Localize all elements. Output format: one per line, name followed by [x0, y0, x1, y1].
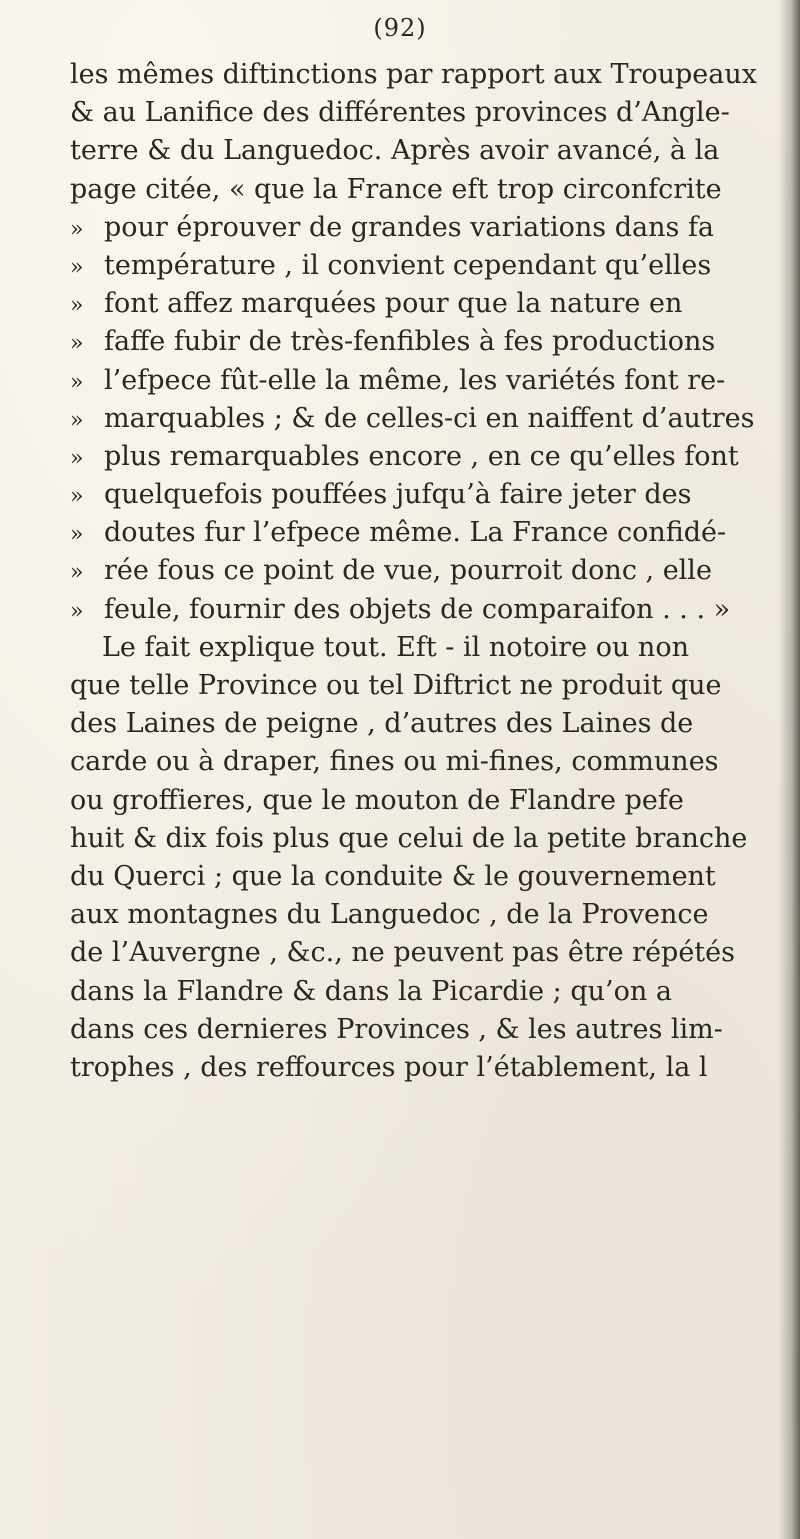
line-text: doutes fur l’efpece même. La France confidé- — [104, 517, 727, 549]
text-line — [70, 820, 770, 858]
line-text: les mêmes diftinctions par rapport aux Troupeaux — [70, 59, 757, 90]
line-text: pour éprouver de grandes variations dans fa — [104, 211, 715, 243]
text-line — [70, 476, 770, 514]
line-text: plus remarquables encore , en ce qu’elles font — [104, 440, 739, 472]
line-text: page citée, « que la France eft trop circonfcrite — [70, 173, 722, 205]
line-text: marquables ; & de celles-ci en naiffent d’autres — [104, 402, 755, 434]
text-line — [70, 438, 770, 476]
line-text: des Laines de peigne , d’autres des Laines de — [70, 708, 694, 740]
page-edge-shadow — [778, 0, 800, 1539]
text-line — [70, 934, 770, 972]
line-text: huit & dix fois plus que celui de la petite branche — [70, 822, 748, 854]
text-line — [70, 514, 770, 552]
line-text: ou groffieres, que le mouton de Flandre pefe — [70, 784, 684, 816]
line-text: faffe fubir de très-fenfibles à fes productions — [104, 326, 716, 358]
text-line — [70, 362, 770, 400]
quote-mark: » — [70, 560, 84, 586]
line-text: du Querci ; que la conduite & le gouvernement — [70, 860, 716, 892]
quote-mark: » — [70, 293, 84, 319]
quote-mark: » — [70, 598, 84, 624]
quote-mark: » — [70, 369, 84, 395]
text-line — [70, 973, 770, 1011]
text-line — [70, 782, 770, 820]
text-line — [70, 285, 770, 323]
text-line — [70, 591, 770, 629]
text-line — [70, 667, 770, 705]
text-line — [70, 896, 770, 934]
text-line — [70, 400, 770, 438]
line-text: de l’Auvergne , &c., ne peuvent pas être répétés — [70, 937, 735, 969]
line-text: carde ou à draper, fines ou mi-fines, communes — [70, 746, 719, 778]
line-text: température , il convient cependant qu’elles — [104, 249, 712, 281]
line-text: l’efpece fût-elle la même, les variétés font re- — [104, 364, 726, 396]
quote-mark: » — [70, 484, 84, 510]
quote-mark: » — [70, 407, 84, 433]
line-text: rée fous ce point de vue, pourroit donc , elle — [104, 555, 712, 587]
quote-mark: » — [70, 254, 84, 280]
text-line — [70, 629, 770, 667]
quote-mark: » — [70, 445, 84, 471]
text-line — [70, 323, 770, 361]
text-block — [70, 56, 770, 1087]
text-line — [70, 858, 770, 896]
line-text: terre & du Languedoc. Après avoir avancé, à la — [70, 135, 720, 167]
line-text: quelquefois pouffées jufqu’à faire jeter des — [104, 479, 692, 511]
line-text: font affez marquées pour que la nature en — [104, 288, 683, 320]
quote-mark: » — [70, 522, 84, 548]
text-line — [70, 705, 770, 743]
line-text: dans ces dernieres Provinces , & les autres lim- — [70, 1013, 723, 1045]
page-number: (92) — [373, 14, 427, 42]
line-text: Le fait explique tout. Eft - il notoire ou non — [102, 631, 689, 663]
text-line — [70, 743, 770, 781]
quote-mark: » — [70, 216, 84, 242]
text-line — [70, 1011, 770, 1049]
text-line — [70, 209, 770, 247]
line-text: feule, fournir des objets de comparaifon . . . » — [104, 593, 731, 625]
line-text: aux montagnes du Languedoc , de la Provence — [70, 899, 709, 931]
line-text: & au Lanifice des différentes provinces d’Angle- — [70, 97, 730, 129]
text-line — [70, 171, 770, 209]
text-line — [70, 552, 770, 590]
line-text: que telle Province ou tel Diftrict ne produit que — [70, 670, 722, 701]
text-line — [70, 132, 770, 170]
line-text: dans la Flandre & dans la Picardie ; qu’on a — [70, 975, 672, 1007]
text-line — [70, 94, 770, 132]
text-line — [70, 1049, 770, 1087]
text-line — [70, 56, 770, 94]
quote-mark: » — [70, 331, 84, 357]
text-line — [70, 247, 770, 285]
line-text: trophes , des reffources pour l’établement, la l — [70, 1051, 708, 1083]
